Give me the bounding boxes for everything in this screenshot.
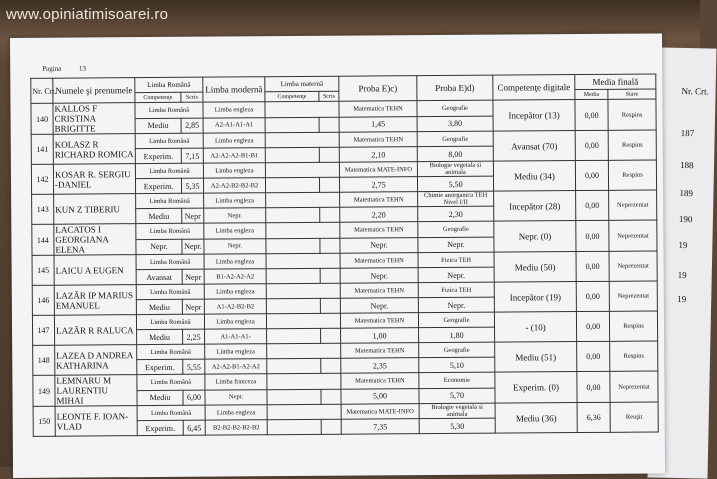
stare: Respins <box>608 160 656 190</box>
candidate-name: KUN Z TIBERIU <box>54 194 136 225</box>
limba-moderna-label: Limba engleza <box>203 102 265 118</box>
competente-digitale: Incepător (28) <box>494 191 576 222</box>
stare: Neprezentat <box>609 190 657 220</box>
proba-c-label: Matematica TEHN <box>340 313 418 329</box>
limba-moderna-label: Limba engleza <box>203 133 265 148</box>
proba-d-value: 1,80 <box>419 327 495 343</box>
lr-competente: Experim. <box>137 420 183 435</box>
row-number: 142 <box>31 164 53 194</box>
watermark: www.opiniatimisoarei.ro <box>6 6 169 23</box>
candidate-name: LAICU A EUGEN <box>54 255 136 286</box>
competente-digitale: Mediu (51) <box>495 342 577 373</box>
proba-c-label: Matematica TEHN <box>340 253 418 269</box>
limba-romana-label: Limba Română <box>136 193 204 208</box>
media-finala: 0,00 <box>576 190 609 220</box>
competente-digitale: Incepător (19) <box>494 282 576 313</box>
header-limba-materna: Limba maternă <box>265 76 339 92</box>
limba-romana-label: Limba Română <box>136 223 204 239</box>
lmat-scris-empty <box>321 328 341 343</box>
candidate-name: KALLOS F CRISTINA BRIGITTE <box>53 103 135 135</box>
row-number: 147 <box>32 315 54 345</box>
stare: Neprezentat <box>610 371 658 402</box>
lr-competente: Mediu <box>137 390 183 406</box>
limba-moderna-label: Limba engleza <box>204 193 266 208</box>
proba-d-label: Fizica TEH <box>418 252 494 268</box>
lr-competente: Experim. <box>135 148 181 163</box>
limba-materna-empty <box>265 132 339 148</box>
lmat-competente-empty <box>267 389 321 405</box>
candidate-name: LEONTE F. IOAN-VLAD <box>55 406 137 437</box>
lr-competente: Mediu <box>135 118 181 134</box>
lr-scris: 5,55 <box>183 359 205 374</box>
media-finala: 6,36 <box>577 402 610 432</box>
limba-moderna-label: Limba engleza <box>205 344 267 359</box>
limba-romana-label: Limba Română <box>137 344 205 359</box>
candidate-name: LACATOS I GEORGIANA ELENA <box>54 224 136 256</box>
header-nr: Nr. Crt. <box>31 78 53 103</box>
proba-c-value: Nepr. <box>340 268 418 284</box>
lr-scris: 2,25 <box>183 329 205 344</box>
row-number: 149 <box>33 375 55 406</box>
limba-materna-empty <box>266 313 340 329</box>
competente-digitale: - (10) <box>494 312 576 343</box>
limba-moderna-label: Limba engleza <box>204 223 266 239</box>
lr-competente: Avansat <box>136 269 182 284</box>
limba-moderna-value: A1-A2-B2-B2 <box>204 299 266 314</box>
lmat-scris-empty <box>319 147 339 162</box>
row-number: 143 <box>32 194 54 224</box>
row-number: 140 <box>31 103 53 134</box>
lmat-scris-empty <box>321 358 341 373</box>
limba-romana-label: Limba Română <box>135 133 203 148</box>
proba-c-label: Matematica MATE-INFO <box>341 404 419 420</box>
lmat-competente-empty <box>265 177 319 192</box>
page-number: 13 <box>78 64 87 73</box>
lmat-competente-empty <box>266 207 320 222</box>
limba-moderna-value: Nepr. <box>204 238 266 254</box>
media-finala: 0,00 <box>577 341 610 371</box>
results-sheet <box>10 33 665 478</box>
row-number: 145 <box>32 255 54 285</box>
limba-romana-label: Limba Română <box>136 254 204 269</box>
competente-digitale: Mediu (50) <box>494 252 576 283</box>
adjacent-nr: 189 <box>679 187 694 199</box>
proba-c-label: Matematica TEHN <box>340 222 418 238</box>
limba-romana-label: Limba Română <box>137 405 205 420</box>
media-finala: 0,00 <box>576 281 609 311</box>
lmat-competente-empty <box>265 117 319 133</box>
header-lmat-scris: Scris <box>319 91 339 101</box>
stare: Neprezentat <box>609 251 657 281</box>
results-body <box>31 99 658 436</box>
lr-competente: Experim. <box>137 359 183 374</box>
limba-moderna-label: Limba engleza <box>204 314 266 329</box>
adjacent-nr: 190 <box>678 213 693 225</box>
header-lmat-competente: Competenţe <box>265 91 319 101</box>
proba-d-value: Nepr. <box>418 267 494 283</box>
limba-moderna-value: A2-A1-A1-A1 <box>203 117 265 133</box>
limba-moderna-value: A2-A2-B1-A2-A2 <box>205 359 267 374</box>
lmat-scris-empty <box>320 298 340 313</box>
header-limba-moderna: Limba modernă <box>203 77 265 102</box>
lmat-scris-empty <box>321 389 341 405</box>
proba-c-label: Matematica TEHN <box>339 132 417 148</box>
media-finala: 0,00 <box>576 220 609 251</box>
stare: Reuşit <box>610 402 658 432</box>
media-finala: 0,00 <box>576 251 609 281</box>
proba-d-label: Economie <box>419 372 495 388</box>
lr-scris: 5,35 <box>181 178 203 193</box>
lmat-scris-empty <box>320 238 340 254</box>
candidate-name: LAZĂR R RALUCA <box>54 315 136 346</box>
lmat-scris-empty <box>320 268 340 283</box>
limba-moderna-value: A2-A2-B2-B2-B2 <box>203 178 265 193</box>
proba-d-value: 8,00 <box>417 146 493 162</box>
stare: Neprezentat <box>609 220 657 251</box>
proba-d-value: 5,70 <box>419 388 495 404</box>
limba-romana-label: Limba Română <box>137 374 205 390</box>
lmat-scris-empty <box>321 419 341 434</box>
lr-competente: Mediu <box>137 329 183 344</box>
limba-materna-empty <box>267 373 341 389</box>
header-lr-scris: Scris <box>181 92 203 102</box>
competente-digitale: Avansat (70) <box>493 131 575 162</box>
stare: Respins <box>608 130 656 160</box>
stare: Neprezentat <box>609 281 657 311</box>
adjacent-nr: 19 <box>677 293 687 305</box>
media-finala: 0,00 <box>575 160 608 190</box>
candidate-name: LAZĂR IP MARIUS EMANUEL <box>54 285 136 316</box>
proba-d-value: 5,10 <box>419 357 495 373</box>
lr-scris: Nepr <box>182 299 204 314</box>
lmat-competente-empty <box>266 268 320 283</box>
page-indicator <box>42 64 102 72</box>
row-number: 150 <box>33 406 55 436</box>
proba-c-value: Nepr. <box>340 298 418 314</box>
row-number: 148 <box>33 345 55 375</box>
lr-competente: Nepr. <box>136 239 182 255</box>
lmat-competente-empty <box>267 358 321 373</box>
proba-c-label: Matematica TEHN <box>341 343 419 359</box>
header-competente-digitale: Competenţe digitale <box>493 75 575 101</box>
limba-materna-empty <box>266 192 340 208</box>
limba-materna-empty <box>267 404 341 420</box>
proba-d-label: Fizica TEH <box>418 282 494 298</box>
media-finala: 0,00 <box>575 99 608 130</box>
proba-d-value: 2,30 <box>418 206 494 222</box>
limba-moderna-value: Nepr. <box>204 208 266 223</box>
candidate-name: LEMNARU M LAURENTIU MIHAI <box>55 375 137 407</box>
competente-digitale: Experim. (0) <box>495 372 577 404</box>
header-limba-romana: Limba Română <box>135 77 203 92</box>
header-name: Numele şi prenumele <box>53 78 135 104</box>
lmat-competente-empty <box>267 419 321 434</box>
header-proba-d: Proba E)d) <box>417 75 493 101</box>
lr-competente: Experim. <box>135 178 181 193</box>
proba-d-label: Geografie <box>417 131 493 147</box>
candidate-name: KOLASZ R RICHARD ROMICA <box>53 134 135 165</box>
proba-d-value: Nepr. <box>418 237 494 253</box>
limba-materna-empty <box>267 343 341 359</box>
proba-d-label: Biologie vegetala si animala <box>417 161 493 177</box>
proba-c-label: Matematica TEHN <box>339 101 417 117</box>
page-label: Pagina <box>42 64 62 73</box>
proba-c-value: 2,20 <box>340 207 418 223</box>
limba-romana-label: Limba Română <box>136 284 204 299</box>
lmat-scris-empty <box>319 117 339 133</box>
proba-d-label: Chimie anorganica TEH Nivel I/II <box>418 191 494 207</box>
competente-digitale: Incepător (13) <box>493 100 575 132</box>
proba-c-value: Nepr. <box>340 237 418 253</box>
proba-c-value: 2,75 <box>340 177 418 193</box>
proba-d-value: 5,50 <box>418 176 494 192</box>
limba-moderna-label: Limba engleza <box>205 405 267 420</box>
stare: Respins <box>608 99 656 130</box>
proba-c-label: Matematica TEHN <box>340 283 418 299</box>
proba-d-label: Geografie <box>418 221 494 237</box>
proba-c-value: 2,10 <box>339 147 417 163</box>
stare: Respins <box>610 341 658 371</box>
media-finala: 0,00 <box>575 130 608 160</box>
row-number: 146 <box>32 285 54 315</box>
proba-d-value: 5,30 <box>419 418 495 434</box>
header-media-finala: Media finală <box>575 74 656 90</box>
lmat-competente-empty <box>266 238 320 254</box>
limba-moderna-label: Limba engleza <box>204 284 266 299</box>
limba-moderna-label: Limba engleza <box>204 254 266 269</box>
limba-moderna-value: B1-A2-A2-A2 <box>204 269 266 284</box>
proba-c-label: Matematica MATE-INFO <box>339 162 417 178</box>
limba-moderna-value: A1-A1-A1- <box>205 329 267 344</box>
proba-c-value: 1,45 <box>339 116 417 132</box>
lmat-competente-empty <box>265 147 319 162</box>
lmat-scris-empty <box>320 207 340 222</box>
limba-romana-label: Limba Română <box>135 163 203 178</box>
lr-competente: Mediu <box>136 208 182 223</box>
proba-d-label: Geografie <box>418 312 494 328</box>
lr-competente: Mediu <box>136 299 182 314</box>
lmat-competente-empty <box>266 298 320 313</box>
lmat-scris-empty <box>319 177 339 192</box>
row-number: 141 <box>31 134 53 164</box>
candidate-name: LAZEA D ANDREA KATHARINA <box>55 345 137 376</box>
proba-d-value: Nepr. <box>418 297 494 313</box>
competente-digitale: Nepr. (0) <box>494 221 576 253</box>
header-stare: Stare <box>608 89 656 99</box>
limba-moderna-value: Nepr. <box>205 389 267 405</box>
media-finala: 0,00 <box>576 311 609 341</box>
lr-scris: 6,45 <box>183 420 205 435</box>
limba-materna-empty <box>265 101 339 117</box>
adjacent-nr: 19 <box>678 239 688 251</box>
row-number: 144 <box>32 224 54 255</box>
proba-c-label: Matematica TEHN <box>341 373 419 389</box>
lr-scris: Nepr <box>182 269 204 284</box>
lr-scris: 7,15 <box>181 148 203 163</box>
proba-c-value: 1,00 <box>341 328 419 344</box>
proba-d-value: 3,80 <box>417 116 493 132</box>
lr-scris: 6,00 <box>183 390 205 406</box>
limba-materna-empty <box>266 283 340 299</box>
limba-materna-empty <box>265 162 339 178</box>
competente-digitale: Mediu (34) <box>493 161 575 192</box>
lr-scris: 2,85 <box>181 118 203 134</box>
results-table <box>30 73 659 436</box>
proba-c-value: 5,00 <box>341 388 419 404</box>
proba-d-label: Biologie vegetala si animala <box>419 403 495 419</box>
media-finala: 0,00 <box>577 371 610 402</box>
proba-c-value: 2,35 <box>341 358 419 374</box>
proba-d-label: Geografie <box>417 100 493 116</box>
limba-moderna-value: B2-B2-B2-B2-B2 <box>205 420 267 435</box>
limba-moderna-value: A2-A2-A2-B1-B1 <box>203 148 265 163</box>
adjacent-nr: 188 <box>679 159 694 171</box>
limba-romana-label: Limba Română <box>136 314 204 329</box>
lr-scris: Nepr <box>182 208 204 223</box>
lmat-competente-empty <box>267 328 321 343</box>
header-proba-c: Proba E)c) <box>339 76 417 102</box>
adjacent-nr: 19 <box>677 269 687 281</box>
adjacent-nr: 187 <box>680 127 695 139</box>
candidate-name: KOSAR R. SERGIU -DANIEL <box>53 164 135 195</box>
limba-romana-label: Limba Română <box>135 102 203 118</box>
lr-scris: Nepr. <box>182 239 204 255</box>
limba-materna-empty <box>266 222 340 238</box>
header-lr-competente: Competenţe <box>135 92 181 102</box>
limba-moderna-label: Limba engleza <box>203 163 265 178</box>
header-media: Media <box>575 89 608 99</box>
competente-digitale: Mediu (36) <box>495 403 577 434</box>
proba-c-label: Matematica TEHN <box>340 192 418 208</box>
limba-moderna-label: Limba franceza <box>205 374 267 390</box>
stare: Respins <box>609 311 657 341</box>
limba-materna-empty <box>266 253 340 269</box>
proba-d-label: Geografie <box>419 342 495 358</box>
adjacent-header: Nr. Crt. <box>681 85 709 97</box>
proba-c-value: 7,35 <box>341 419 419 435</box>
